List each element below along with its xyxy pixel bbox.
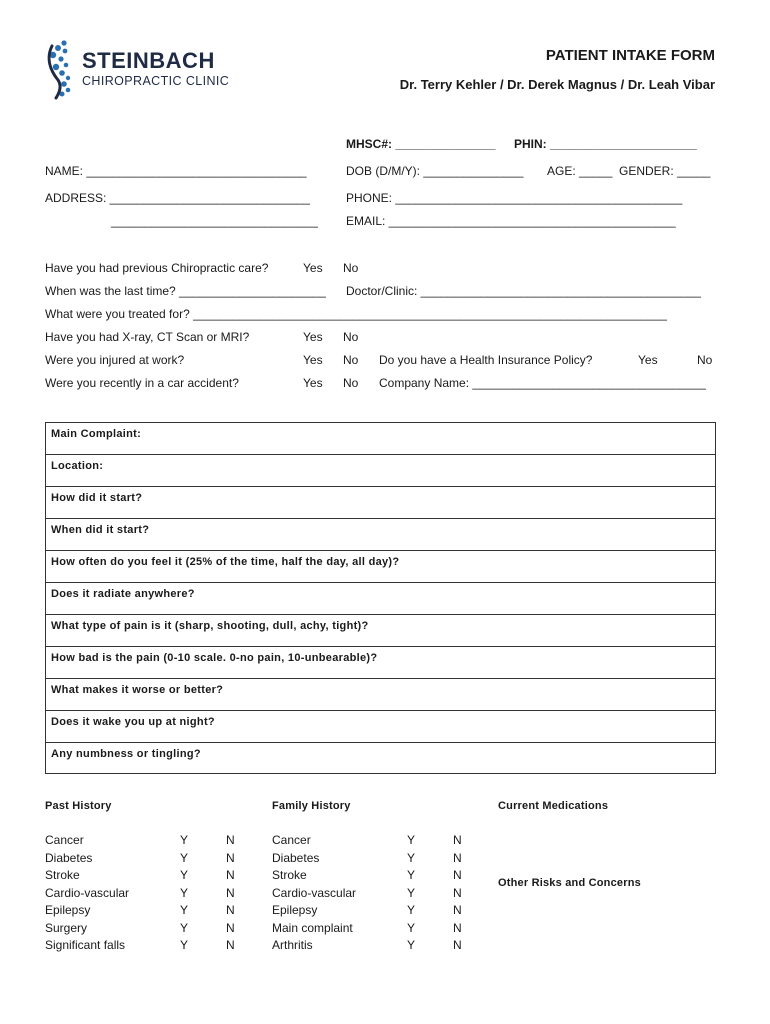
no-option[interactable]: N	[453, 850, 462, 865]
other-risks-title: Other Risks and Concerns	[498, 877, 641, 889]
address-field[interactable]: ADDRESS: ______________________________	[45, 191, 310, 205]
health-insurance-yes[interactable]: Yes	[638, 353, 658, 367]
yes-option[interactable]: Y	[180, 833, 189, 847]
form-title: PATIENT INTAKE FORM	[545, 47, 715, 64]
no-option[interactable]: N	[453, 903, 462, 917]
list-item	[272, 851, 472, 869]
list-item	[45, 868, 245, 886]
list-item-label: Epilepsy	[272, 903, 318, 917]
xray-yes[interactable]: Yes	[303, 330, 323, 344]
list-item-label: Main complaint	[272, 920, 353, 935]
complaint-row-pain-type[interactable]: What type of pain is it (sharp, shooting, dull, achy, tight)?	[46, 615, 715, 647]
list-item-label: Stroke	[45, 868, 80, 882]
yes-option[interactable]: Y	[180, 920, 189, 935]
prev-care-no[interactable]: No	[343, 261, 359, 275]
complaint-row-how-start[interactable]: How did it start?	[46, 487, 715, 519]
no-option[interactable]: N	[453, 920, 462, 935]
mhsc-field[interactable]: MHSC#: _______________	[346, 137, 496, 151]
dob-field[interactable]: DOB (D/M/Y): _______________	[346, 164, 524, 178]
list-item	[45, 886, 245, 904]
yes-option[interactable]: Y	[180, 885, 189, 900]
list-item-label: Stroke	[272, 868, 307, 882]
health-insurance-no[interactable]: No	[697, 353, 713, 367]
complaint-row-radiate[interactable]: Does it radiate anywhere?	[46, 583, 715, 615]
list-item-label: Significant falls	[45, 938, 126, 952]
xray-no[interactable]: No	[343, 330, 359, 344]
list-item	[45, 921, 245, 939]
family-history-list	[272, 833, 472, 956]
list-item-label: Surgery	[45, 920, 88, 935]
list-item	[45, 851, 245, 869]
no-option[interactable]: N	[226, 920, 235, 935]
complaint-row-pain-scale[interactable]: How bad is the pain (0-10 scale. 0-no pain, 10-unbearable)?	[46, 647, 715, 679]
list-item-label: Cancer	[45, 833, 84, 847]
work-injury-yes[interactable]: Yes	[303, 353, 323, 367]
prev-care-yes[interactable]: Yes	[303, 261, 323, 275]
yes-option[interactable]: Y	[407, 868, 416, 882]
no-option[interactable]: N	[226, 903, 235, 917]
list-item	[272, 886, 472, 904]
email-field[interactable]: EMAIL: ___________________________________________	[346, 214, 676, 228]
yes-option[interactable]: Y	[407, 885, 416, 900]
address-line2-field[interactable]: _______________________________	[111, 214, 318, 228]
yes-option[interactable]: Y	[180, 868, 189, 882]
list-item	[272, 938, 472, 956]
doctor-clinic-field[interactable]: Doctor/Clinic: __________________________________________	[346, 284, 701, 298]
complaint-row-numbness[interactable]: Any numbness or tingling?	[51, 748, 201, 760]
list-item-label: Arthritis	[272, 938, 313, 952]
work-injury-question: Were you injured at work?	[45, 353, 185, 367]
work-injury-no[interactable]: No	[343, 353, 359, 367]
yes-option[interactable]: Y	[407, 903, 416, 917]
treated-for-field[interactable]: What were you treated for? _______________________________________________________________________	[45, 307, 667, 321]
name-field[interactable]: NAME: _________________________________	[45, 164, 307, 178]
complaint-row-when-start[interactable]: When did it start?	[46, 519, 715, 551]
yes-option[interactable]: Y	[180, 850, 189, 865]
list-item-label: Cardio-vascular	[45, 885, 130, 900]
doctor-names: Dr. Terry Kehler / Dr. Derek Magnus / Dr. Leah Vibar	[399, 77, 715, 92]
list-item-label: Cancer	[272, 833, 311, 847]
list-item-label: Diabetes	[45, 850, 93, 865]
list-item	[45, 903, 245, 921]
no-option[interactable]: N	[226, 850, 235, 865]
complaint-row-main[interactable]: Main Complaint:	[46, 423, 715, 455]
family-history-title: Family History	[272, 800, 351, 812]
list-item	[45, 938, 245, 956]
list-item	[272, 833, 472, 851]
complaint-row-frequency[interactable]: How often do you feel it (25% of the time, half the day, all day)?	[46, 551, 715, 583]
car-accident-question: Were you recently in a car accident?	[45, 376, 239, 390]
no-option[interactable]: N	[226, 868, 235, 882]
list-item	[45, 833, 245, 851]
car-accident-yes[interactable]: Yes	[303, 376, 323, 390]
health-insurance-question: Do you have a Health Insurance Policy?	[379, 353, 593, 367]
no-option[interactable]: N	[453, 885, 462, 900]
no-option[interactable]: N	[453, 938, 462, 952]
phin-field[interactable]: PHIN: ______________________	[514, 137, 697, 151]
clinic-name: STEINBACH	[82, 48, 215, 73]
last-time-field[interactable]: When was the last time? ______________________	[45, 284, 326, 298]
phone-field[interactable]: PHONE: ___________________________________________	[346, 191, 683, 205]
list-item-label: Epilepsy	[45, 903, 91, 917]
no-option[interactable]: N	[453, 868, 462, 882]
complaint-row-worse-better[interactable]: What makes it worse or better?	[46, 679, 715, 711]
clinic-subtitle: CHIROPRACTIC CLINIC	[82, 74, 230, 88]
yes-option[interactable]: Y	[407, 850, 416, 865]
yes-option[interactable]: Y	[407, 920, 416, 935]
past-history-list	[45, 833, 245, 956]
current-medications-title: Current Medications	[498, 800, 609, 812]
company-name-field[interactable]: Company Name: ___________________________________	[379, 376, 706, 390]
list-item-label: Cardio-vascular	[272, 885, 357, 900]
complaint-row-location[interactable]: Location:	[46, 455, 715, 487]
prev-care-question: Have you had previous Chiropractic care?	[45, 261, 269, 275]
yes-option[interactable]: Y	[180, 903, 189, 917]
no-option[interactable]: N	[226, 885, 235, 900]
no-option[interactable]: N	[226, 938, 235, 952]
list-item-label: Diabetes	[272, 850, 320, 865]
complaint-row-night[interactable]: Does it wake you up at night?	[46, 711, 715, 743]
car-accident-no[interactable]: No	[343, 376, 359, 390]
yes-option[interactable]: Y	[407, 938, 416, 952]
yes-option[interactable]: Y	[407, 833, 416, 847]
list-item	[272, 868, 472, 886]
complaint-table	[45, 422, 716, 774]
age-field[interactable]: AGE: _____	[547, 164, 613, 178]
gender-field[interactable]: GENDER: _____	[619, 164, 711, 178]
no-option[interactable]: N	[453, 833, 462, 847]
past-history-title: Past History	[45, 800, 112, 812]
list-item	[272, 921, 472, 939]
list-item	[272, 903, 472, 921]
yes-option[interactable]: Y	[180, 938, 189, 952]
xray-question: Have you had X-ray, CT Scan or MRI?	[45, 330, 250, 344]
no-option[interactable]: N	[226, 833, 235, 847]
